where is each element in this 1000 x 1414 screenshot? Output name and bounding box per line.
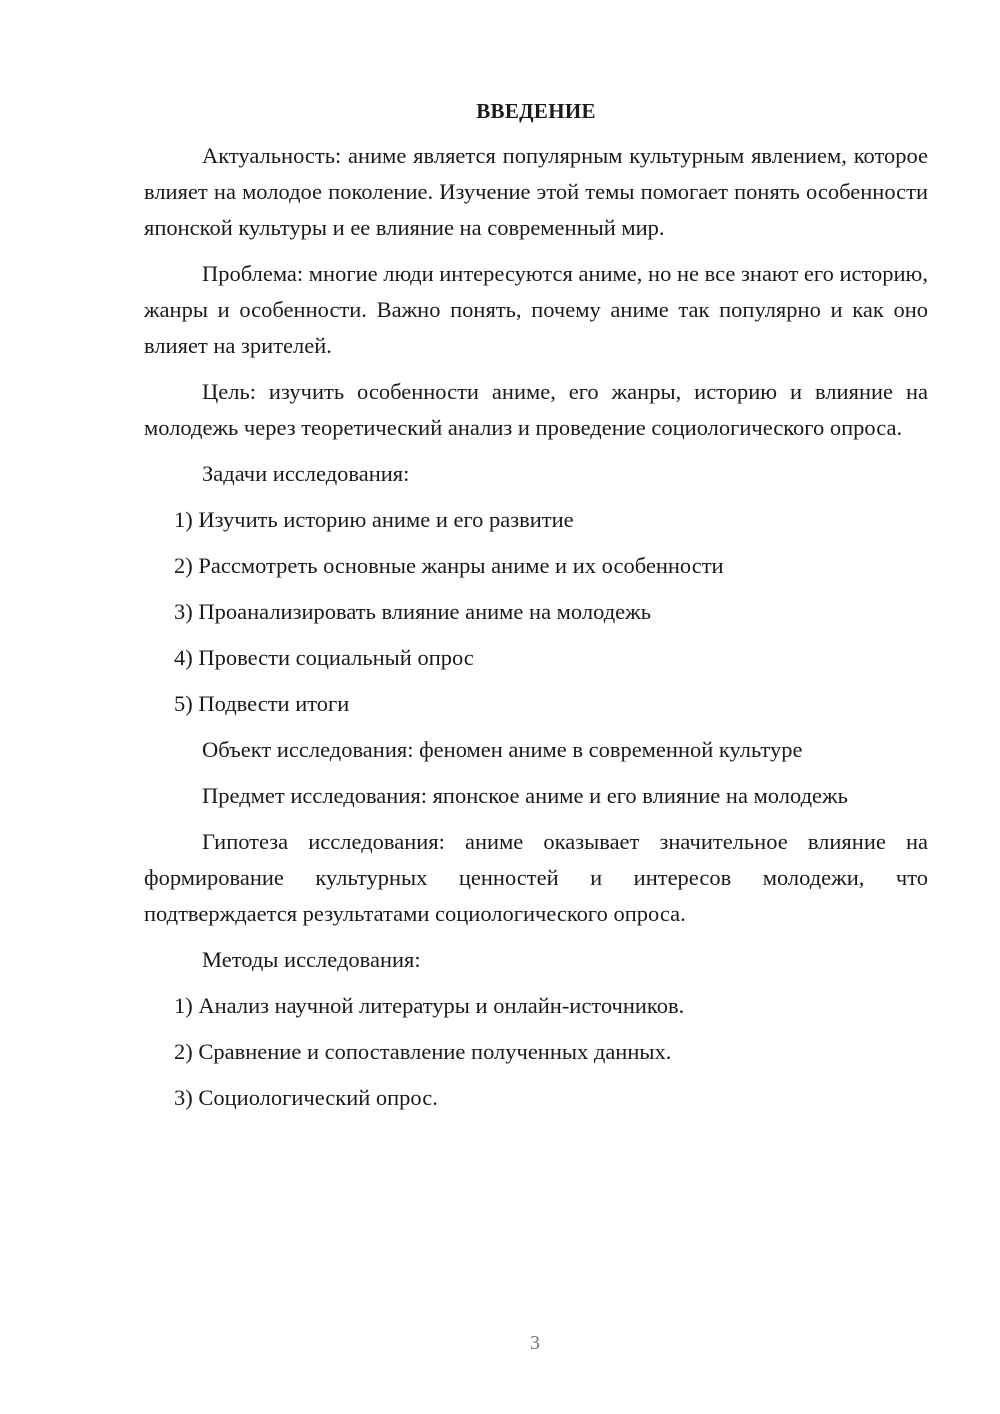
list-item: 5) Подвести итоги — [174, 691, 350, 716]
subject-paragraph: Предмет исследования: японское аниме и его влияние на молодежь — [202, 783, 848, 808]
tasks-heading: Задачи исследования: — [202, 461, 410, 486]
object-paragraph: Объект исследования: феномен аниме в современной культуре — [202, 737, 803, 762]
list-item: 3) Проанализировать влияние аниме на молодежь — [174, 599, 651, 624]
page-number: 3 — [530, 1332, 540, 1354]
problem-paragraph: Проблема: многие люди интересуются аниме, но не все знают его историю, жанры и особенности. Важно понять, почему аниме так популярно и как оно влияет на зрителей. — [144, 261, 928, 358]
list-item: 4) Провести социальный опрос — [174, 645, 474, 670]
list-item: 3) Социологический опрос. — [174, 1085, 438, 1110]
page-title: ВВЕДЕНИЕ — [476, 99, 596, 123]
methods-list — [144, 988, 928, 1116]
relevance-paragraph: Актуальность: аниме является популярным культурным явлением, которое влияет на молодое поколение. Изучение этой темы помогает понять особенности японской культуры и ее влияние на современный мир. — [144, 143, 928, 240]
tasks-list — [144, 502, 928, 722]
list-item: 2) Рассмотреть основные жанры аниме и их особенности — [174, 553, 724, 578]
hypothesis-paragraph: Гипотеза исследования: аниме оказывает значительное влияние на формирование культурных ценностей и интересов молодежи, что подтверждается результатами социологического опроса. — [144, 829, 928, 926]
list-item: 1) Изучить историю аниме и его развитие — [174, 507, 574, 532]
list-item: 2) Сравнение и сопоставление полученных данных. — [174, 1039, 672, 1064]
methods-heading: Методы исследования: — [202, 947, 421, 972]
goal-paragraph: Цель: изучить особенности аниме, его жанры, историю и влияние на молодежь через теоретический анализ и проведение социологического опроса. — [144, 379, 928, 440]
page-content — [144, 96, 928, 1126]
list-item: 1) Анализ научной литературы и онлайн-источников. — [174, 993, 685, 1018]
